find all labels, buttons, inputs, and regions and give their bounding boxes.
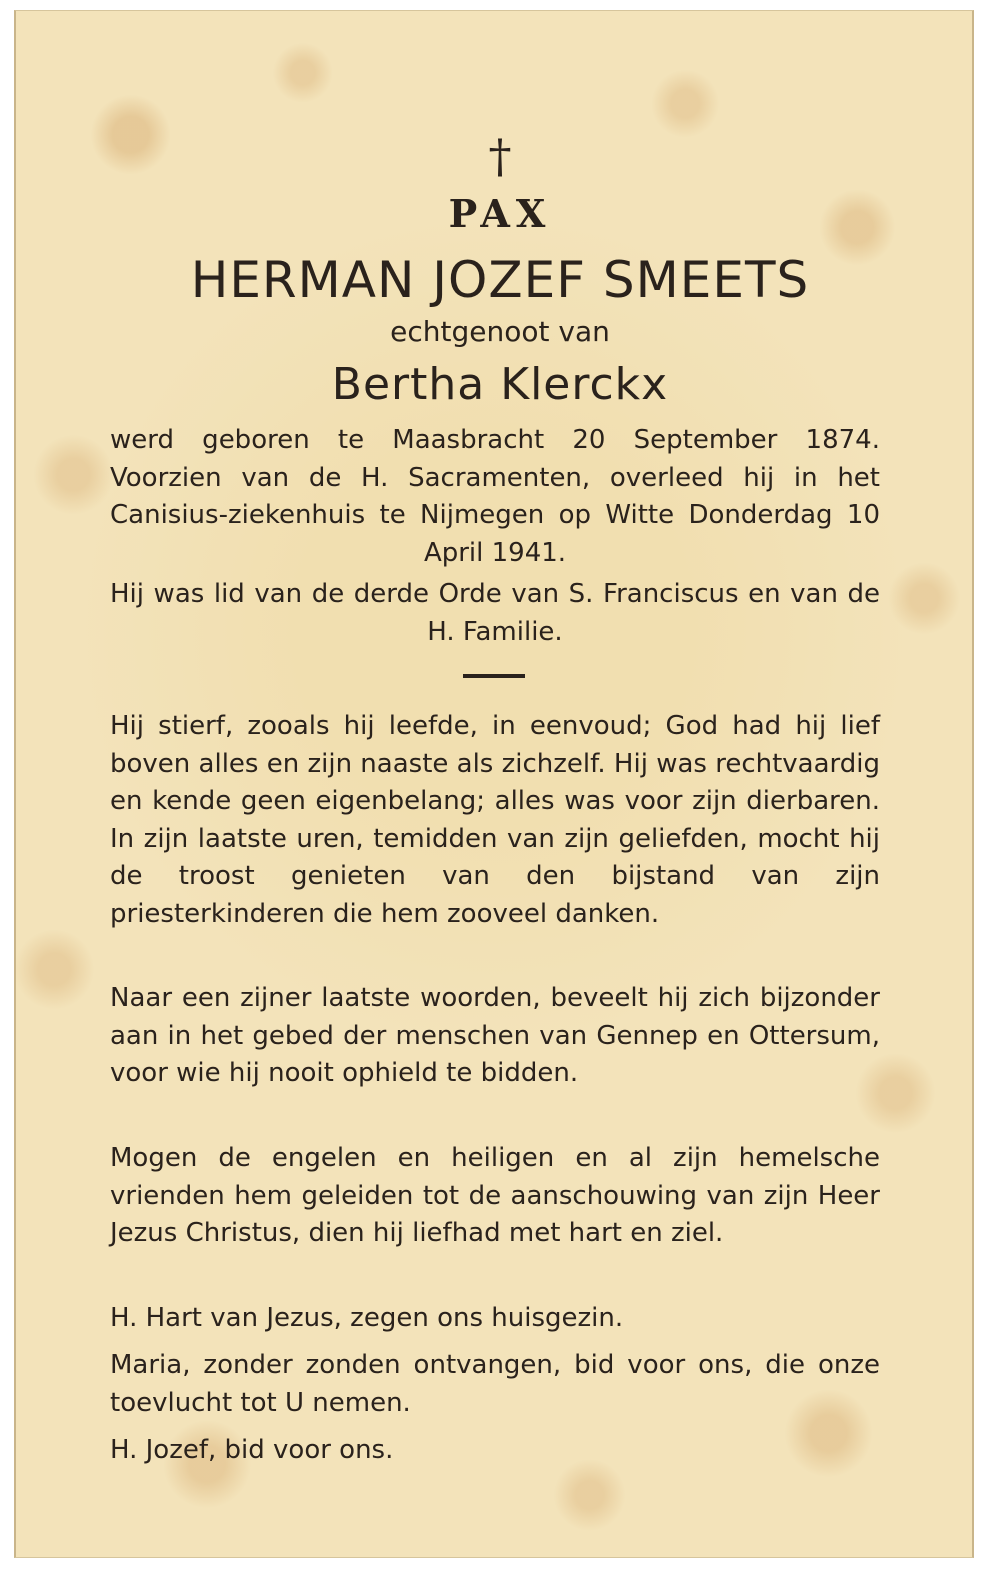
membership-paragraph: Hij was lid van de derde Orde van S. Franciscus en van de H. Familie. [110,579,880,647]
prayer-line: H. Hart van Jezus, zegen ons huisgezin. [110,1303,624,1333]
cross-icon: † [488,129,512,183]
divider [463,674,525,678]
pax-heading: PAX [448,191,552,236]
body-paragraph: Hij stierf, zooals hij leefde, in eenvoud; God had hij lief boven alles en zijn naaste als zichzelf. Hij was rechtvaardig en kende geen eigenbelang; alles was voor zijn dierbaren. In zijn laatste uren, temidden van zijn geliefden, mocht hij de troost genieten van den bijstand van zijn priesterkinderen die hem zooveel danken. [110,711,880,929]
spouse-name: Bertha Klerckx [331,359,669,410]
body-paragraph: Mogen de engelen en heiligen en al zijn hemelsche vrienden hem geleiden tot de aanschouwing van zijn Heer Jezus Christus, dien hij liefhad met hart en ziel. [110,1143,880,1248]
body-paragraph: Naar een zijner laatste woorden, beveelt hij zich bijzonder aan in het gebed der menschen van Gennep en Ottersum, voor wie hij nooit ophield te bidden. [110,983,880,1088]
bio-paragraph: werd geboren te Maasbracht 20 September 1874. Voorzien van de H. Sacramenten, overleed hij in het Canisius-ziekenhuis te Nijmegen op Witte Donderdag 10 April 1941. [110,425,880,568]
deceased-name: HERMAN JOZEF SMEETS [190,251,810,309]
prayer-line: Maria, zonder zonden ontvangen, bid voor ons, die onze toevlucht tot U nemen. [110,1350,880,1418]
spouse-intro: echtgenoot van [390,315,610,348]
prayer-line: H. Jozef, bid voor ons. [110,1435,394,1465]
